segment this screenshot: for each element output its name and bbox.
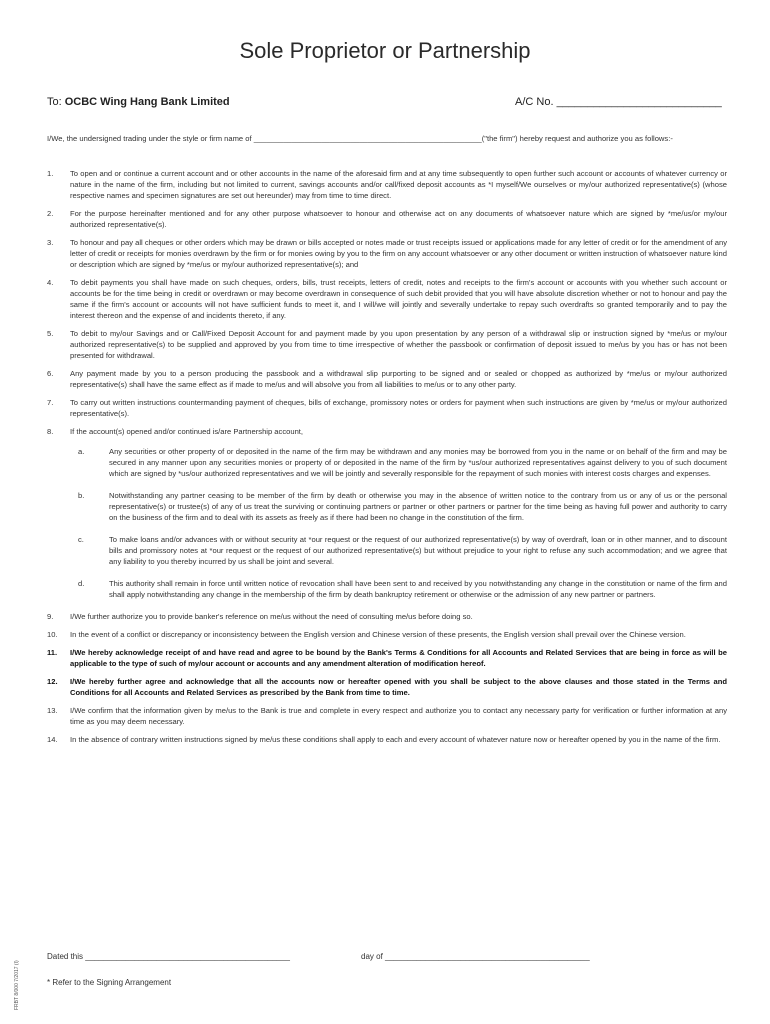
clause-text: I/We hereby acknowledge receipt of and have read and agree to be bound by the Bank's Terms & Conditions for all Accounts and Related Services that are being in force as will be applicable to the type of such of my/our account or accounts and any amendment alteration of modification hereof. xyxy=(70,648,727,668)
clause-text: To debit payments you shall have made on such cheques, orders, bills, trust receipts, letters of credit, notes and receipts to the firm's account or accounts with you whether such account or accounts be for the time being in credit or overdrawn or may become overdrawn in consequence of such debit provided that you will have absolute discretion whether or not to honour and pay the same if the firm's account or accounts will not have sufficient funds to meet it, and I will/we will jointly and severally undertake to repay such overdrafts so granted temporarily and to pay the interest thereon and the expense of and incidents thereto, if any. xyxy=(70,278,727,320)
clause-6 xyxy=(47,368,727,390)
subclause-letter: c. xyxy=(78,535,84,544)
clause-text: To honour and pay all cheques or other orders which may be drawn or bills accepted or notes made or trust receipts issued or applications made for any letter of credit or for the amendment of any letter of credit or receipts for monies overdrawn by the firm or for monies owing by you to the firm on any account whatsoever or any other document or written instruction of whatsoever nature kind or description which are signed by *me/us or my/our authorized representative(s); and xyxy=(70,238,727,269)
subclause-text: Any securities or other property of or deposited in the name of the firm may be withdrawn and any monies may be borrowed from you in the name or on behalf of the firm and may be secured in any manner upon any securities monies or property of or deposited in the name of the firm by *us/our authorized representatives against delivery to you of such document which are signed by *us/our authorized representatives and we will be jointly and severally responsible for the repayment of such monies with interest costs charges and expenses. xyxy=(109,447,727,478)
clause-number: 11. xyxy=(47,648,58,657)
clause-text: For the purpose hereinafter mentioned and for any other purpose whatsoever to honour and otherwise act on any documents of whatsoever nature which are signed by *me/us/or my/our authorized representative(s). xyxy=(70,209,727,229)
clause-4 xyxy=(47,277,727,321)
clause-number: 13. xyxy=(47,706,58,715)
clause-13 xyxy=(47,705,727,727)
clause-12 xyxy=(47,676,727,698)
subclause-d xyxy=(47,578,727,600)
clause-text: I/We confirm that the information given by me/us to the Bank is true and complete in every respect and authorize you to contact any necessary party for verification or further information at any time as you may deem necessary. xyxy=(70,706,727,726)
clause-number: 2. xyxy=(47,209,54,218)
subclause-b xyxy=(47,490,727,523)
clause-9 xyxy=(47,611,727,622)
clause-text: To debit to my/our Savings and or Call/Fixed Deposit Account for and payment made by you upon presentation by any person of a withdrawal slip or instruction signed by *me/us or my/our authorized representative(s) to be supplied and approved by you from time to time irrespective of whether the passbook or confirmation of deposit issued to me/us by you has or has not been presented for withdrawal. xyxy=(70,329,727,360)
clause-2 xyxy=(47,208,727,230)
clause-8 xyxy=(47,426,727,437)
clauses-list xyxy=(47,168,727,752)
account-number-field[interactable]: A/C No. ___________________________ xyxy=(515,96,722,108)
clause-text: Any payment made by you to a person producing the passbook and a withdrawal slip purporting to be signed and or sealed or chopped as authorized by *me/us or my/our authorized representative(s) shall have the same effect as if made to me/us and will absolve you from all liabilities to me/us or to any other party. xyxy=(70,369,727,389)
clause-number: 7. xyxy=(47,398,54,407)
clause-text: To open and or continue a current account and or other accounts in the name of the aforesaid firm and at any time subsequently to open further such account or accounts of whatever currency or nature in the name of the firm, including but not limited to current, savings accounts and/or call/fixed deposit accounts as *I myself/We ourselves or my/our authorized representative(s) (whose respective names and specimen signatures are set out hereunder) may from time to time direct. xyxy=(70,169,727,200)
clause-number: 12. xyxy=(47,677,58,686)
subclause-c xyxy=(47,534,727,567)
clause-number: 14. xyxy=(47,735,58,744)
subclause-text: Notwithstanding any partner ceasing to be member of the firm by death or otherwise you may in the absence of written notice to the contrary from us or any of us or the personal representative(s) or trustee(s) of any of us treat the surviving or continuing partners or partner or other partners or partner for the time being as having full power and authority to carry on the business of the firm and to deal with its assets as freely as if there had been no change in the constitution of the firm. xyxy=(109,491,727,522)
intro-paragraph: I/We, the undersigned trading under the style or firm name of ______________________________________________________("the firm") hereby request and authorize you as follows:- xyxy=(47,134,673,143)
clause-1 xyxy=(47,168,727,201)
clause-number: 10. xyxy=(47,630,58,639)
subclause-letter: d. xyxy=(78,579,85,588)
clause-text: In the event of a conflict or discrepancy or inconsistency between the English version and Chinese version of these presents, the English version shall prevail over the Chinese version. xyxy=(70,630,686,639)
subclause-text: To make loans and/or advances with or without security at *our request or the request of our authorized representative(s) by way of overdraft, loan or in other manner, and to discount bills and promissory notes at *our request or the request of our authorized representative(s) but without prejudice to your right to refuse any such accommodation; and we agree that any liability to you thereby incurred by us shall be joint and several. xyxy=(109,535,727,566)
clause-text: I/We further authorize you to provide banker's reference on me/us without the need of consulting me/us before doing so. xyxy=(70,612,473,621)
clause-text: If the account(s) opened and/or continued is/are Partnership account, xyxy=(70,427,304,436)
day-of-field[interactable]: day of ______________________________________________ xyxy=(361,952,590,961)
bank-name: OCBC Wing Hang Bank Limited xyxy=(64,96,230,108)
clause-10 xyxy=(47,629,727,640)
clause-number: 9. xyxy=(47,612,54,621)
clause-7 xyxy=(47,397,727,419)
clause-text: In the absence of contrary written instructions signed by me/us these conditions shall apply to each and every account of whatever nature now or hereafter opened by you in the name of the firm. xyxy=(70,735,721,744)
clause-number: 1. xyxy=(47,169,54,178)
clause-number: 6. xyxy=(47,369,54,378)
subclause-a xyxy=(47,446,727,479)
subclause-letter: a. xyxy=(78,447,85,456)
clause-number: 5. xyxy=(47,329,54,338)
form-code: FRBT 8/000 7/2017 (I) xyxy=(14,960,20,1010)
to-label: To: xyxy=(47,96,65,108)
clause-text: To carry out written instructions countermanding payment of cheques, bills of exchange, promissory notes or orders for payment when such instructions are given by *me/us or my/our authorized representative(s). xyxy=(70,398,727,418)
clause-5 xyxy=(47,328,727,361)
clause-11 xyxy=(47,647,727,669)
subclause-text: This authority shall remain in force until written notice of revocation shall have been sent to and received by you notwithstanding any change in the constitution or name of the firm and shall apply notwithstanding any change in the membership of the firm by death bankruptcy retirement or otherwise or the admission of any new partner or partners. xyxy=(109,579,727,599)
dated-field[interactable]: Dated this ______________________________________________ xyxy=(47,952,290,961)
clause-14 xyxy=(47,734,727,745)
clause-number: 3. xyxy=(47,238,54,247)
clause-number: 4. xyxy=(47,278,54,287)
clause-3 xyxy=(47,237,727,270)
clause-number: 8. xyxy=(47,427,54,436)
addressee-line xyxy=(47,96,230,108)
subclause-letter: b. xyxy=(78,491,85,500)
page-title: Sole Proprietor or Partnership xyxy=(239,38,531,63)
footnote: * Refer to the Signing Arrangement xyxy=(47,978,172,987)
clause-text: I/We hereby further agree and acknowledge that all the accounts now or hereafter opened with you shall be subject to the above clauses and those stated in the Terms and Conditions for all Accounts and Related Services as prescribed by the Bank from time to time. xyxy=(70,677,727,697)
subclauses-list xyxy=(47,446,727,600)
